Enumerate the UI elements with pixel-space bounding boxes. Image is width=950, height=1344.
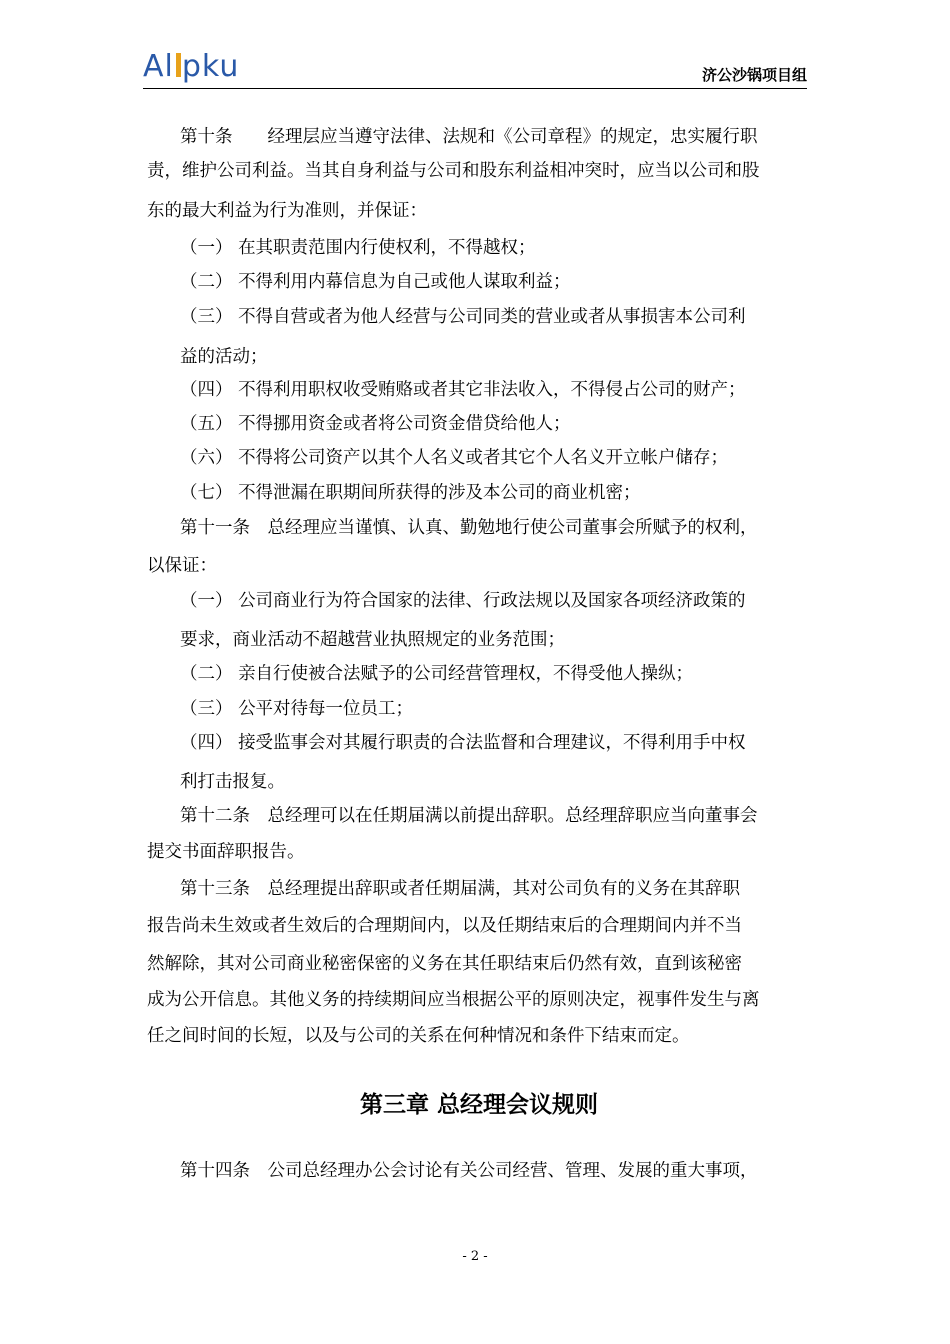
article-10-line-2: 责，维护公司利益。当其自身利益与公司和股东利益相冲突时，应当以公司和股 (147, 161, 760, 181)
article-14-line-1: 第十四条 公司总经理办公会讨论有关公司经营、管理、发展的重大事项， (180, 1161, 758, 1181)
article-13-line-3: 然解除，其对公司商业秘密保密的义务在其任职结束后仍然有效，直到该秘密 (147, 954, 742, 974)
article-11-line-1: 第十一条 总经理应当谨慎、认真、勤勉地行使公司董事会所赋予的权利， (180, 518, 758, 538)
article-13-line-1: 第十三条 总经理提出辞职或者任期届满，其对公司负有的义务在其辞职 (180, 879, 740, 899)
chapter-3-heading: 第三章 总经理会议规则 (359, 1092, 598, 1118)
page-number: - 2 - (462, 1249, 488, 1264)
page-header (143, 50, 807, 90)
logo-bar-icon (176, 53, 181, 77)
article-11-item-1: （一） 公司商业行为符合国家的法律、行政法规以及国家各项经济政策的 (180, 591, 746, 611)
article-12-line-2: 提交书面辞职报告。 (147, 842, 305, 862)
article-10-line-1: 第十条 经理层应当遵守法律、法规和《公司章程》的规定，忠实履行职 (180, 127, 758, 147)
article-11-item-3: （三） 公平对待每一位员工； (180, 699, 414, 719)
article-11-item-2: （二） 亲自行使被合法赋予的公司经营管理权，不得受他人操纵； (180, 664, 694, 684)
logo-text-rest: pku (181, 49, 240, 84)
article-10-item-2: （二） 不得利用内幕信息为自己或他人谋取利益； (180, 272, 571, 292)
article-13-line-4: 成为公开信息。其他义务的持续期间应当根据公平的原则决定，视事件发生与离 (147, 990, 760, 1010)
article-11-item-4: （四） 接受监事会对其履行职责的合法监督和合理建议，不得利用手中权 (180, 733, 746, 753)
article-10-item-7: （七） 不得泄漏在职期间所获得的涉及本公司的商业机密； (180, 483, 641, 503)
article-10-item-5: （五） 不得挪用资金或者将公司资金借贷给他人； (180, 414, 571, 434)
article-11-item-4-cont: 利打击报复。 (180, 772, 285, 792)
header-divider (143, 88, 807, 89)
article-10-item-4: （四） 不得利用职权收受贿赂或者其它非法收入，不得侵占公司的财产； (180, 380, 746, 400)
article-10-item-1: （一） 在其职责范围内行使权利，不得越权； (180, 238, 536, 258)
article-10-item-3-cont: 益的活动； (180, 347, 268, 367)
logo-text-a: Al (143, 49, 174, 84)
article-11-item-1-cont: 要求，商业活动不超越营业执照规定的业务范围； (180, 630, 565, 650)
project-name: 济公沙锅项目组 (701, 66, 807, 84)
article-12-line-1: 第十二条 总经理可以在任期届满以前提出辞职。总经理辞职应当向董事会 (180, 806, 758, 826)
article-10-line-3: 东的最大利益为行为准则，并保证： (147, 201, 427, 221)
alpku-logo (143, 50, 239, 84)
article-11-line-2: 以保证： (147, 556, 217, 576)
article-10-item-6: （六） 不得将公司资产以其个人名义或者其它个人名义开立帐户储存； (180, 448, 729, 468)
article-13-line-2: 报告尚未生效或者生效后的合理期间内，以及任期结束后的合理期间内并不当 (147, 916, 742, 936)
article-13-line-5: 任之间时间的长短，以及与公司的关系在何种情况和条件下结束而定。 (147, 1026, 690, 1046)
article-10-item-3: （三） 不得自营或者为他人经营与公司同类的营业或者从事损害本公司利 (180, 307, 746, 327)
